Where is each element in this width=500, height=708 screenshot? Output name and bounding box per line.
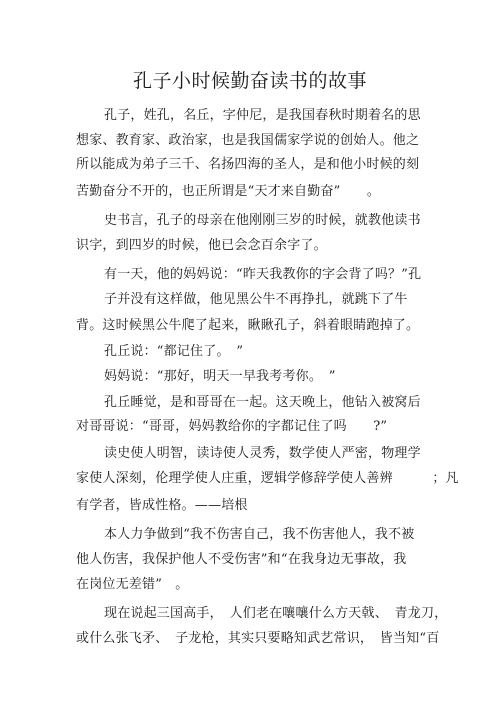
text-line: 所以能成为弟子三千、名扬四海的圣人，是和他小时候的刻 bbox=[76, 157, 420, 172]
text-line: 孔丘睡觉，是和哥哥在一起。这天晚上，他钻入被窝后 bbox=[104, 395, 421, 410]
text-line: 苦勤奋分不开的，也正所谓是“天才来自勤奋” 。 bbox=[76, 184, 381, 199]
document-title: 孔子小时候勤奋读书的故事 bbox=[132, 70, 367, 92]
text-line: 对哥哥说：“哥哥，妈妈教给你的字都记住了吗 ?” bbox=[76, 419, 388, 434]
text-line: 子并没有这样做，他见黑公牛不再挣扎，就跳下了牛 bbox=[104, 292, 408, 307]
text-line: 家使人深刻，伦理学使人庄重，逻辑学修辞学使人善辨 ；凡 bbox=[76, 471, 459, 486]
text-line: 识字，到四岁的时候，他已会念百余字了。 bbox=[76, 238, 327, 253]
text-line: 他人伤害，我保护他人不受伤害”和“在我身边无事故，我 bbox=[76, 552, 407, 567]
text-line: 背。这时候黑公牛爬了起来，瞅瞅孔子，斜着眼睛跑掉了。 bbox=[76, 318, 420, 333]
text-line: 想家、教育家、政治家，也是我国儒家学说的创始人。他之 bbox=[76, 133, 420, 148]
text-line: 在岗位无差错” 。 bbox=[76, 577, 189, 592]
text-line: 有一天，他的妈妈说：“昨天我教你的字会背了吗？”孔 bbox=[104, 267, 422, 282]
text-line: 孔丘说：“都记住了。 ” bbox=[104, 344, 244, 359]
text-line: 孔子，姓孔，名丘，字仲尼，是我国春秋时期着名的思 bbox=[104, 108, 421, 123]
text-line: 读史使人明智，读诗使人灵秀，数学使人严密，物理学 bbox=[104, 446, 421, 461]
text-line: 史书言，孔子的母亲在他刚刚三岁的时候，就教他读书 bbox=[104, 213, 421, 228]
text-line: 妈妈说：“那好，明天一早我考考你。 ” bbox=[104, 369, 336, 384]
text-line: 本人力争做到“我不伤害自己，我不伤害他人，我不被 bbox=[104, 527, 415, 542]
text-line: 现在说起三国高手， 人们老在嚷嚷什么方天戟、 青龙刀， bbox=[104, 606, 448, 621]
text-line: 或什么张飞矛、 子龙枪，其实只要略知武艺常识， 皆当知“百 bbox=[76, 631, 440, 646]
text-line: 有学者，皆成性格。——培根 bbox=[76, 498, 248, 513]
